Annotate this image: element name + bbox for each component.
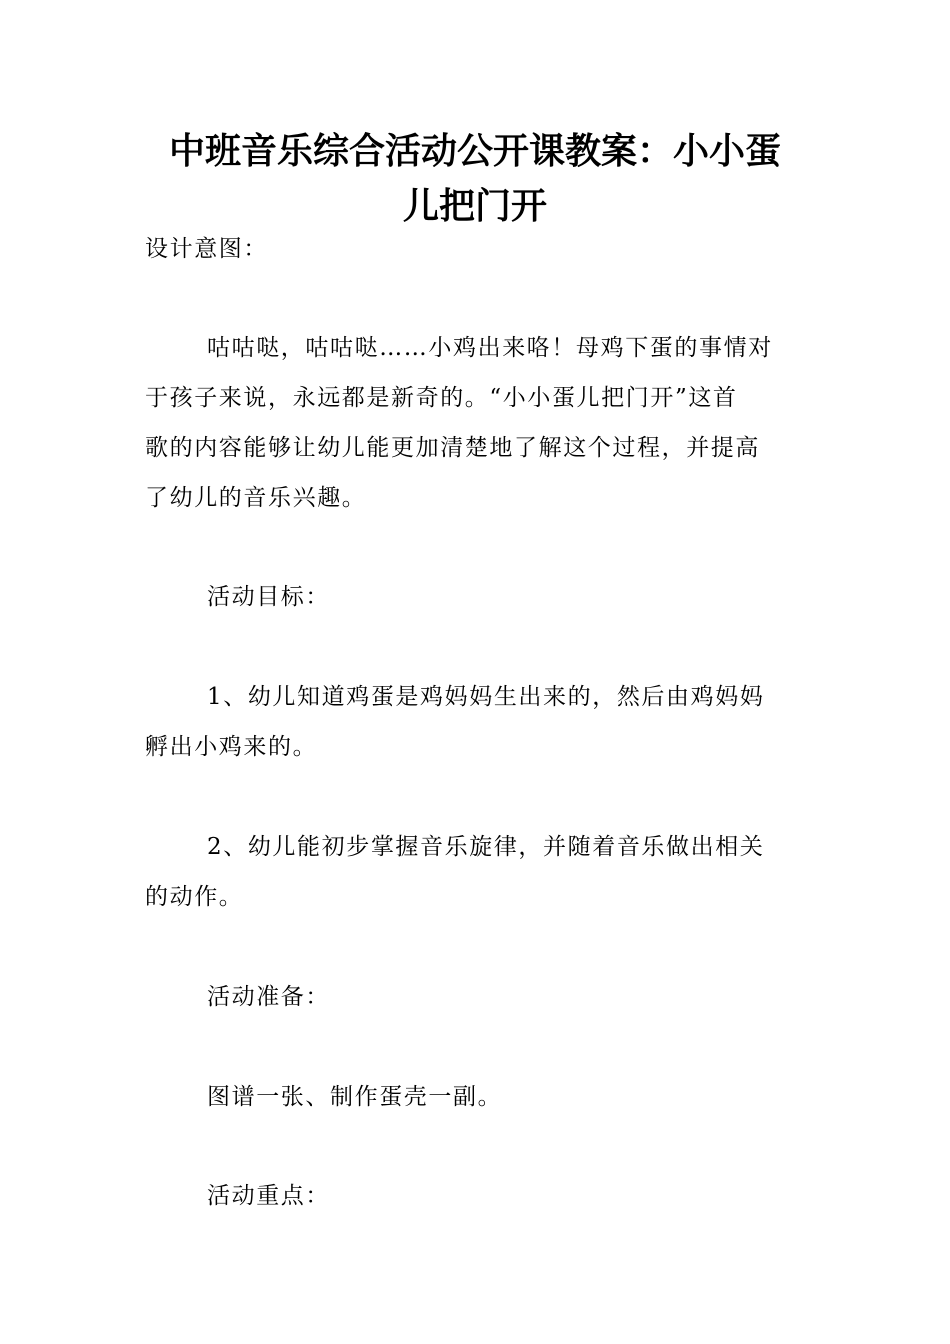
intro-line-4: 了幼儿的音乐兴趣。 [145, 485, 367, 511]
title-line-1: 中班音乐综合活动公开课教案：小小蛋 [168, 131, 781, 172]
goal-item-2 [145, 822, 810, 922]
goal-item-1 [145, 672, 810, 772]
focus-heading: 活动重点： [207, 1183, 330, 1209]
intro-line-2: 于孩子来说，永远都是新奇的。“小小蛋儿把门开”这首 [145, 385, 738, 411]
intro-line-3: 歌的内容能够让幼儿能更加清楚地了解这个过程，并提高 [145, 435, 760, 461]
goal-2-line-1: 2、幼儿能初步掌握音乐旋律，并随着音乐做出相关 [207, 834, 765, 860]
document-title [100, 124, 850, 234]
title-line-2: 儿把门开 [402, 186, 547, 227]
design-intent-label: 设计意图： [145, 236, 268, 262]
goals-heading: 活动目标： [207, 584, 330, 610]
intro-paragraph [145, 323, 810, 523]
goal-2-line-2: 的动作。 [145, 884, 244, 910]
intro-line-1: 咕咕哒，咕咕哒……小鸡出来咯！母鸡下蛋的事情对 [207, 335, 773, 361]
preparation-text: 图谱一张、制作蛋壳一副。 [207, 1084, 503, 1110]
goal-1-line-1: 1、幼儿知道鸡蛋是鸡妈妈生出来的，然后由鸡妈妈 [207, 684, 765, 710]
preparation-heading: 活动准备： [207, 984, 330, 1010]
goal-1-line-2: 孵出小鸡来的。 [145, 734, 318, 760]
